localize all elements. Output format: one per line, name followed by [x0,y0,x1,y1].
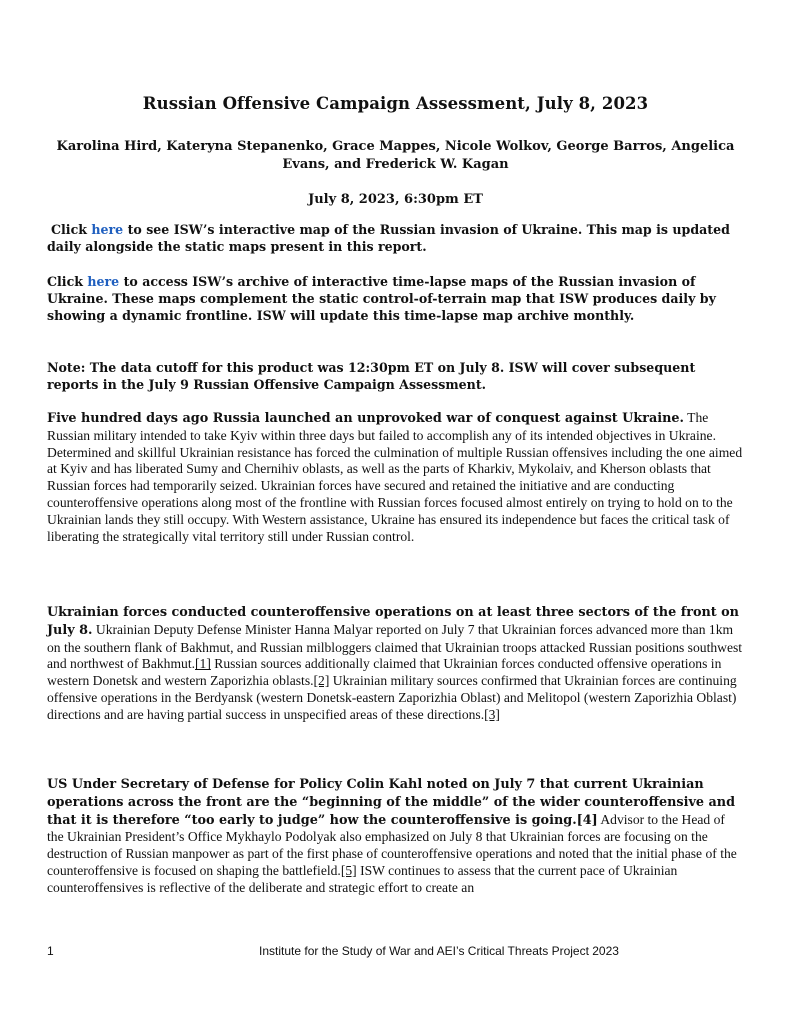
data-cutoff-note: Note: The data cutoff for this product was 12:30pm ET on July 8. ISW will cover subsequent reports in the July 9 Russian Offensive Campaign Assessment. [47,360,696,392]
footnote-link-1[interactable]: [1] [195,656,211,672]
footnote-ref-4: [4] [576,812,598,828]
footnote-link-5[interactable]: [5] [340,862,357,878]
p1-suffix: to see ISW’s interactive map of the Russian invasion of Ukraine. This map is updated daily alongside the static maps present in this report. [47,222,730,254]
p4-lead: Ukrainian forces conducted counteroffensive operations on at least three sectors of the front on July 8. [47,605,739,638]
p2-prefix: Click [47,274,88,289]
footnote-link-2[interactable]: [2] [313,673,330,689]
p4-body-2: Russian sources additionally claimed that Ukrainian forces conducted offensive operations in western Donetsk and western Zaporizhia oblasts. [47,656,722,689]
p2-suffix: to access ISW’s archive of interactive time-lapse maps of the Russian invasion of Ukraine. These maps complement the static control-of-terrain map that ISW produces daily by showing a dynamic frontline. ISW will update this time-lapse map archive monthly. [47,274,716,323]
p1-prefix: Click [51,222,92,237]
p3-body: The Russian military intended to take Kyiv within three days but failed to accomplish any of its intended objectives in Ukraine. Determined and skillful Ukrainian resistance has forced the culmination of multiple Russian offensives including the one aimed at Kyiv and has liberated Sumy and Chernihiv oblasts, as well as the parts of Kharkiv, Mykolaiv, and Kherson oblasts that Russian forces had temporarily seized. Ukrainian forces have secured and retained the initiative and are conducting counteroffensive operations along most of the frontline with Russian forces focused almost entirely on trying to hold on to the Ukrainian lands they still occupy. With Western assistance, Ukraine has ensured its independence but faces the critical task of liberating the strategically vital territory still under Russian control. [47,410,743,544]
report-date: July 8, 2023, 6:30pm ET [308,192,483,207]
p4-body-3: Ukrainian military sources confirmed that Ukrainian forces are continuing offensive operations in the Berdyansk (western Donetsk-eastern Zaporizhia Oblast) and Melitopol (western Zaporizhia Oblast) directions and are having partial success in unspecified areas of these directions. [47,673,737,722]
report-title: Russian Offensive Campaign Assessment, July 8, 2023 [142,94,649,113]
authors-line: Karolina Hird, Kateryna Stepanenko, Grace Mappes, Nicole Wolkov, George Barros, Angelica Evans, and Frederick W. Kagan [56,139,735,172]
footer-organization: Institute for the Study of War and AEI’s Critical Threats Project 2023 [259,944,619,958]
p5-lead: US Under Secretary of Defense for Policy Colin Kahl noted on July 7 that current Ukrainian operations across the front are the “beginning of the middle” of the wider counteroffensive and that it is therefore “too early to judge” how the counteroffensive is going. [47,777,736,828]
timelapse-archive-paragraph [47,274,743,324]
page-number: 1 [47,944,54,958]
paragraph-five-hundred-days [47,410,743,545]
footnote-link-3[interactable]: [3] [484,706,500,722]
timelapse-archive-link[interactable]: here [87,274,120,289]
paragraph-kahl-assessment [47,776,743,897]
p4-body-1: Ukrainian Deputy Defense Minister Hanna Malyar reported on July 7 that Ukrainian forces advanced more than 1km on the southern flank of Bakhmut, and Russian milbloggers claimed that Ukrainian troops attacked Russian positions southwest and northwest of Bakhmut. [47,621,743,672]
paragraph-counteroffensive-sectors [47,604,743,724]
p5-body-1: Advisor to the Head of the Ukrainian President’s Office Mykhaylo Podolyak also emphasized on July 8 that Ukrainian forces are focusing on the destruction of Russian manpower as part of the first phase of counteroffensive operations and noted that the initial phase of the counteroffensive is focused on shaping the battlefield. [47,811,737,878]
p3-lead: Five hundred days ago Russia launched an unprovoked war of conquest against Ukraine. [47,411,685,426]
p5-body-2: ISW continues to assess that the current pace of Ukrainian counteroffensives is reflective of the deliberate and strategic effort to create an [47,862,678,895]
interactive-map-link[interactable]: here [91,222,124,237]
interactive-map-paragraph [47,222,743,256]
